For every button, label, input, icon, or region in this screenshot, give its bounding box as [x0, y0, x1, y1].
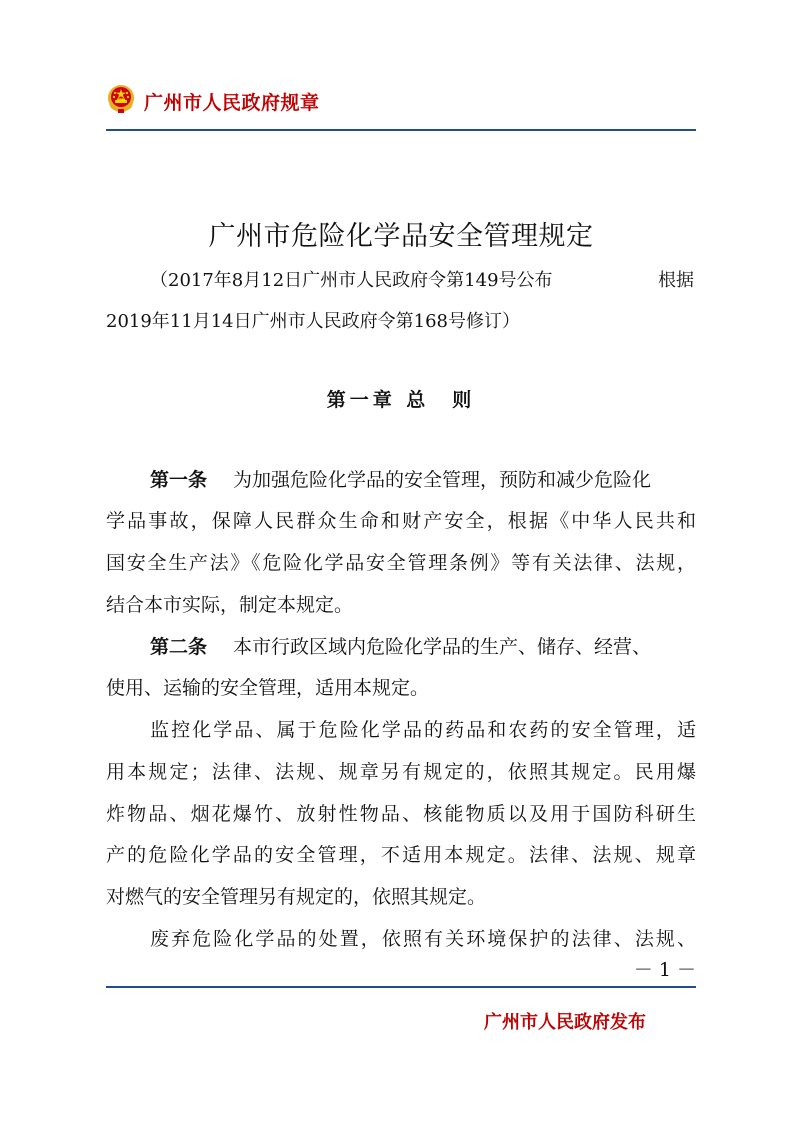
article2-text-line2: 使用、运输的安全管理，适用本规定。 — [106, 677, 430, 699]
para3-line4: 产的危险化学品的安全管理，不适用本规定。法律、法规、规章 — [106, 844, 696, 866]
header-title: 广州市人民政府规章 — [144, 92, 320, 114]
para3-line1: 监控化学品、属于危险化学品的药品和农药的安全管理，适 — [150, 719, 696, 741]
subtitle-publication: （2017年8月12日广州市人民政府令第149号公布 — [150, 270, 553, 291]
article1-first-line — [150, 468, 651, 492]
para3-line5: 对燃气的安全管理另有规定的，依照其规定。 — [106, 886, 487, 908]
para4-line1: 废弃危险化学品的处置，依照有关环境保护的法律、法规、 — [150, 928, 696, 950]
document-title: 广州市危险化学品安全管理规定 — [208, 221, 594, 252]
document-subtitle-line2: 2019年11月14日广州市人民政府令第168号修订） — [106, 311, 520, 332]
article1-text-line4: 结合本市实际，制定本规定。 — [106, 594, 354, 616]
article1-text-line1: 为加强危险化学品的安全管理，预防和减少危险化 — [233, 469, 652, 491]
para3-line3: 炸物品、烟花爆竹、放射性物品、核能物质以及用于国防科研生 — [106, 803, 696, 825]
page-number: － 1 － — [633, 959, 696, 981]
page-header — [106, 84, 696, 120]
header-divider — [106, 129, 696, 131]
article1-text-line2: 学品事故，保障人民群众生命和财产安全，根据《中华人民共和 — [106, 510, 696, 532]
article1-label: 第一条 — [150, 469, 208, 491]
national-emblem-icon — [106, 84, 136, 114]
article2-label: 第二条 — [150, 636, 208, 658]
article2-first-line — [150, 635, 651, 659]
article1-text-line3: 国安全生产法》《危险化学品安全管理条例》等有关法律、法规， — [106, 552, 696, 574]
subtitle-according-to: 根据 — [658, 270, 694, 291]
para3-line2: 用本规定；法律、法规、规章另有规定的，依照其规定。民用爆 — [106, 761, 696, 783]
article2-text-line1: 本市行政区域内危险化学品的生产、储存、经营、 — [233, 636, 652, 658]
footer-publisher: 广州市人民政府发布 — [484, 1012, 646, 1033]
chapter-heading: 第一章 总 则 — [326, 389, 476, 411]
footer-divider — [106, 986, 696, 988]
document-subtitle-line1 — [150, 266, 696, 292]
